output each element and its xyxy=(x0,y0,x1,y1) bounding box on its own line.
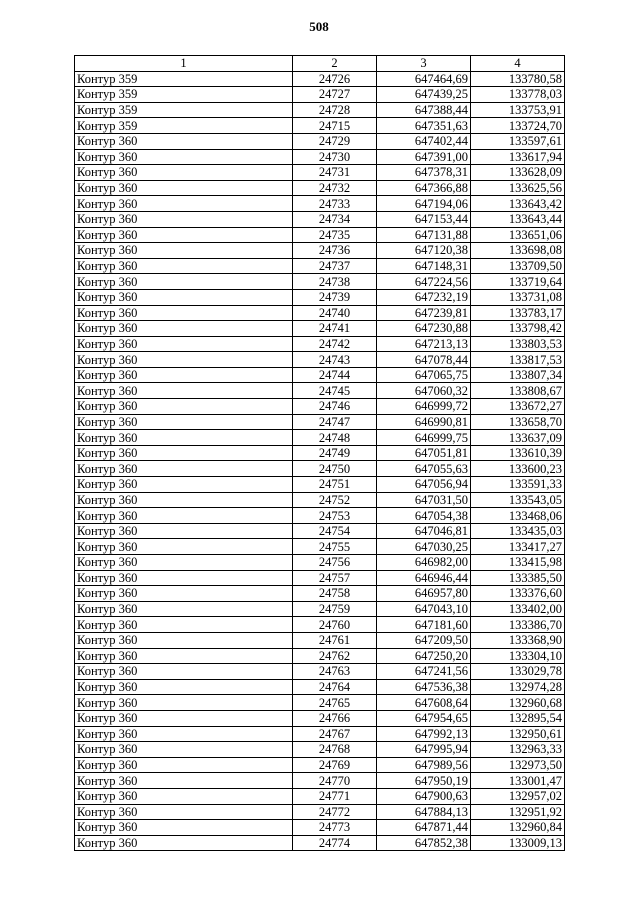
column-header-2: 2 xyxy=(293,56,377,72)
table-row xyxy=(75,87,565,103)
x-coordinate-cell: 646999,72 xyxy=(377,399,471,415)
y-coordinate-cell: 133817,53 xyxy=(471,352,565,368)
point-number-cell: 24738 xyxy=(293,274,377,290)
point-number-cell: 24751 xyxy=(293,477,377,493)
contour-name-cell: Контур 360 xyxy=(75,414,293,430)
x-coordinate-cell: 647250,20 xyxy=(377,648,471,664)
point-number-cell: 24749 xyxy=(293,445,377,461)
contour-name-cell: Контур 360 xyxy=(75,321,293,337)
contour-name-cell: Контур 360 xyxy=(75,274,293,290)
contour-name-cell: Контур 360 xyxy=(75,804,293,820)
x-coordinate-cell: 647950,19 xyxy=(377,773,471,789)
contour-name-cell: Контур 360 xyxy=(75,555,293,571)
point-number-cell: 24766 xyxy=(293,710,377,726)
contour-name-cell: Контур 360 xyxy=(75,617,293,633)
x-coordinate-cell: 647030,25 xyxy=(377,539,471,555)
x-coordinate-cell: 647213,13 xyxy=(377,336,471,352)
point-number-cell: 24774 xyxy=(293,835,377,851)
y-coordinate-cell: 132895,54 xyxy=(471,710,565,726)
table-row xyxy=(75,399,565,415)
point-number-cell: 24771 xyxy=(293,788,377,804)
y-coordinate-cell: 133719,64 xyxy=(471,274,565,290)
table-row xyxy=(75,289,565,305)
contour-name-cell: Контур 360 xyxy=(75,289,293,305)
contour-name-cell: Контур 359 xyxy=(75,71,293,87)
x-coordinate-cell: 647065,75 xyxy=(377,367,471,383)
point-number-cell: 24753 xyxy=(293,508,377,524)
x-coordinate-cell: 647439,25 xyxy=(377,87,471,103)
contour-name-cell: Контур 360 xyxy=(75,648,293,664)
table-row xyxy=(75,383,565,399)
column-header-3: 3 xyxy=(377,56,471,72)
point-number-cell: 24746 xyxy=(293,399,377,415)
y-coordinate-cell: 133009,13 xyxy=(471,835,565,851)
y-coordinate-cell: 133402,00 xyxy=(471,601,565,617)
contour-name-cell: Контур 360 xyxy=(75,165,293,181)
x-coordinate-cell: 647884,13 xyxy=(377,804,471,820)
contour-name-cell: Контур 360 xyxy=(75,586,293,602)
x-coordinate-cell: 647181,60 xyxy=(377,617,471,633)
y-coordinate-cell: 133385,50 xyxy=(471,570,565,586)
point-number-cell: 24761 xyxy=(293,632,377,648)
table-row xyxy=(75,445,565,461)
table-row xyxy=(75,149,565,165)
y-coordinate-cell: 133651,06 xyxy=(471,227,565,243)
table-header xyxy=(75,56,565,72)
x-coordinate-cell: 647900,63 xyxy=(377,788,471,804)
point-number-cell: 24732 xyxy=(293,180,377,196)
contour-name-cell: Контур 360 xyxy=(75,508,293,524)
contour-name-cell: Контур 360 xyxy=(75,180,293,196)
table-row xyxy=(75,367,565,383)
contour-name-cell: Контур 360 xyxy=(75,383,293,399)
x-coordinate-cell: 647989,56 xyxy=(377,757,471,773)
table-row xyxy=(75,679,565,695)
point-number-cell: 24760 xyxy=(293,617,377,633)
point-number-cell: 24769 xyxy=(293,757,377,773)
x-coordinate-cell: 647046,81 xyxy=(377,523,471,539)
point-number-cell: 24729 xyxy=(293,133,377,149)
column-header-4: 4 xyxy=(471,56,565,72)
y-coordinate-cell: 133468,06 xyxy=(471,508,565,524)
table-row xyxy=(75,180,565,196)
x-coordinate-cell: 647402,44 xyxy=(377,133,471,149)
x-coordinate-cell: 647232,19 xyxy=(377,289,471,305)
table-row xyxy=(75,165,565,181)
table-row xyxy=(75,196,565,212)
y-coordinate-cell: 133628,09 xyxy=(471,165,565,181)
table-row xyxy=(75,492,565,508)
x-coordinate-cell: 647056,94 xyxy=(377,477,471,493)
table-row xyxy=(75,243,565,259)
x-coordinate-cell: 647391,00 xyxy=(377,149,471,165)
point-number-cell: 24758 xyxy=(293,586,377,602)
y-coordinate-cell: 133780,58 xyxy=(471,71,565,87)
contour-name-cell: Контур 360 xyxy=(75,788,293,804)
x-coordinate-cell: 647148,31 xyxy=(377,258,471,274)
point-number-cell: 24755 xyxy=(293,539,377,555)
table-row xyxy=(75,648,565,664)
contour-name-cell: Контур 360 xyxy=(75,492,293,508)
x-coordinate-cell: 647239,81 xyxy=(377,305,471,321)
contour-name-cell: Контур 360 xyxy=(75,601,293,617)
column-header-1: 1 xyxy=(75,56,293,72)
contour-name-cell: Контур 359 xyxy=(75,102,293,118)
point-number-cell: 24733 xyxy=(293,196,377,212)
point-number-cell: 24747 xyxy=(293,414,377,430)
contour-name-cell: Контур 360 xyxy=(75,227,293,243)
contour-name-cell: Контур 359 xyxy=(75,87,293,103)
x-coordinate-cell: 647388,44 xyxy=(377,102,471,118)
table-row xyxy=(75,102,565,118)
x-coordinate-cell: 647992,13 xyxy=(377,726,471,742)
point-number-cell: 24754 xyxy=(293,523,377,539)
y-coordinate-cell: 133386,70 xyxy=(471,617,565,633)
contour-name-cell: Контур 360 xyxy=(75,430,293,446)
table-row xyxy=(75,414,565,430)
point-number-cell: 24750 xyxy=(293,461,377,477)
contour-name-cell: Контур 360 xyxy=(75,352,293,368)
contour-name-cell: Контур 360 xyxy=(75,243,293,259)
page-number: 508 xyxy=(309,19,329,34)
y-coordinate-cell: 133029,78 xyxy=(471,664,565,680)
x-coordinate-cell: 647351,63 xyxy=(377,118,471,134)
x-coordinate-cell: 646982,00 xyxy=(377,555,471,571)
x-coordinate-cell: 647060,32 xyxy=(377,383,471,399)
table-row xyxy=(75,788,565,804)
table-row xyxy=(75,695,565,711)
y-coordinate-cell: 133803,53 xyxy=(471,336,565,352)
contour-name-cell: Контур 360 xyxy=(75,726,293,742)
point-number-cell: 24742 xyxy=(293,336,377,352)
point-number-cell: 24741 xyxy=(293,321,377,337)
y-coordinate-cell: 133600,23 xyxy=(471,461,565,477)
point-number-cell: 24726 xyxy=(293,71,377,87)
y-coordinate-cell: 133304,10 xyxy=(471,648,565,664)
table-row xyxy=(75,274,565,290)
contour-name-cell: Контур 360 xyxy=(75,632,293,648)
x-coordinate-cell: 647230,88 xyxy=(377,321,471,337)
table-row xyxy=(75,321,565,337)
point-number-cell: 24727 xyxy=(293,87,377,103)
y-coordinate-cell: 133597,61 xyxy=(471,133,565,149)
point-number-cell: 24739 xyxy=(293,289,377,305)
table-row xyxy=(75,664,565,680)
y-coordinate-cell: 133376,60 xyxy=(471,586,565,602)
contour-name-cell: Контур 360 xyxy=(75,133,293,149)
x-coordinate-cell: 647852,38 xyxy=(377,835,471,851)
contour-name-cell: Контур 360 xyxy=(75,258,293,274)
table-row xyxy=(75,804,565,820)
contour-name-cell: Контур 360 xyxy=(75,695,293,711)
point-number-cell: 24752 xyxy=(293,492,377,508)
table-row xyxy=(75,508,565,524)
contour-name-cell: Контур 360 xyxy=(75,679,293,695)
y-coordinate-cell: 133625,56 xyxy=(471,180,565,196)
contour-name-cell: Контур 360 xyxy=(75,835,293,851)
y-coordinate-cell: 133731,08 xyxy=(471,289,565,305)
table-row xyxy=(75,773,565,789)
table-row xyxy=(75,617,565,633)
point-number-cell: 24715 xyxy=(293,118,377,134)
point-number-cell: 24745 xyxy=(293,383,377,399)
contour-name-cell: Контур 360 xyxy=(75,710,293,726)
contour-name-cell: Контур 360 xyxy=(75,196,293,212)
point-number-cell: 24772 xyxy=(293,804,377,820)
table-row xyxy=(75,477,565,493)
contour-name-cell: Контур 360 xyxy=(75,149,293,165)
y-coordinate-cell: 133543,05 xyxy=(471,492,565,508)
table-row xyxy=(75,336,565,352)
y-coordinate-cell: 133783,17 xyxy=(471,305,565,321)
x-coordinate-cell: 647871,44 xyxy=(377,820,471,836)
point-number-cell: 24759 xyxy=(293,601,377,617)
contour-name-cell: Контур 360 xyxy=(75,367,293,383)
y-coordinate-cell: 132960,84 xyxy=(471,820,565,836)
x-coordinate-cell: 647031,50 xyxy=(377,492,471,508)
point-number-cell: 24740 xyxy=(293,305,377,321)
x-coordinate-cell: 646957,80 xyxy=(377,586,471,602)
x-coordinate-cell: 647366,88 xyxy=(377,180,471,196)
y-coordinate-cell: 133808,67 xyxy=(471,383,565,399)
contour-name-cell: Контур 360 xyxy=(75,477,293,493)
table-row xyxy=(75,601,565,617)
y-coordinate-cell: 133798,42 xyxy=(471,321,565,337)
table-row xyxy=(75,430,565,446)
x-coordinate-cell: 647120,38 xyxy=(377,243,471,259)
x-coordinate-cell: 647131,88 xyxy=(377,227,471,243)
contour-name-cell: Контур 360 xyxy=(75,523,293,539)
y-coordinate-cell: 133610,39 xyxy=(471,445,565,461)
table-row xyxy=(75,227,565,243)
coordinates-table xyxy=(74,55,565,851)
table-row xyxy=(75,742,565,758)
table-row xyxy=(75,586,565,602)
y-coordinate-cell: 133709,50 xyxy=(471,258,565,274)
point-number-cell: 24736 xyxy=(293,243,377,259)
table-body xyxy=(75,71,565,851)
point-number-cell: 24735 xyxy=(293,227,377,243)
x-coordinate-cell: 647055,63 xyxy=(377,461,471,477)
x-coordinate-cell: 647378,31 xyxy=(377,165,471,181)
x-coordinate-cell: 647954,65 xyxy=(377,710,471,726)
point-number-cell: 24734 xyxy=(293,211,377,227)
table-row xyxy=(75,118,565,134)
table-row xyxy=(75,523,565,539)
y-coordinate-cell: 132950,61 xyxy=(471,726,565,742)
contour-name-cell: Контур 360 xyxy=(75,305,293,321)
contour-name-cell: Контур 360 xyxy=(75,757,293,773)
y-coordinate-cell: 133643,44 xyxy=(471,211,565,227)
y-coordinate-cell: 133753,91 xyxy=(471,102,565,118)
point-number-cell: 24765 xyxy=(293,695,377,711)
table-row xyxy=(75,211,565,227)
x-coordinate-cell: 647054,38 xyxy=(377,508,471,524)
point-number-cell: 24743 xyxy=(293,352,377,368)
y-coordinate-cell: 133368,90 xyxy=(471,632,565,648)
table-row xyxy=(75,726,565,742)
point-number-cell: 24773 xyxy=(293,820,377,836)
y-coordinate-cell: 133637,09 xyxy=(471,430,565,446)
table-row xyxy=(75,555,565,571)
point-number-cell: 24757 xyxy=(293,570,377,586)
point-number-cell: 24770 xyxy=(293,773,377,789)
x-coordinate-cell: 647536,38 xyxy=(377,679,471,695)
x-coordinate-cell: 647051,81 xyxy=(377,445,471,461)
x-coordinate-cell: 646946,44 xyxy=(377,570,471,586)
y-coordinate-cell: 132963,33 xyxy=(471,742,565,758)
header-row xyxy=(75,56,565,72)
contour-name-cell: Контур 360 xyxy=(75,399,293,415)
x-coordinate-cell: 647153,44 xyxy=(377,211,471,227)
contour-name-cell: Контур 360 xyxy=(75,570,293,586)
y-coordinate-cell: 133643,42 xyxy=(471,196,565,212)
point-number-cell: 24730 xyxy=(293,149,377,165)
x-coordinate-cell: 646990,81 xyxy=(377,414,471,430)
contour-name-cell: Контур 360 xyxy=(75,211,293,227)
table-row xyxy=(75,461,565,477)
x-coordinate-cell: 647464,69 xyxy=(377,71,471,87)
table-row xyxy=(75,835,565,851)
table-row xyxy=(75,710,565,726)
x-coordinate-cell: 647224,56 xyxy=(377,274,471,290)
contour-name-cell: Контур 360 xyxy=(75,445,293,461)
y-coordinate-cell: 133807,34 xyxy=(471,367,565,383)
x-coordinate-cell: 647241,56 xyxy=(377,664,471,680)
x-coordinate-cell: 647608,64 xyxy=(377,695,471,711)
table-row xyxy=(75,352,565,368)
y-coordinate-cell: 133658,70 xyxy=(471,414,565,430)
contour-name-cell: Контур 360 xyxy=(75,773,293,789)
y-coordinate-cell: 133698,08 xyxy=(471,243,565,259)
point-number-cell: 24763 xyxy=(293,664,377,680)
contour-name-cell: Контур 360 xyxy=(75,742,293,758)
table-row xyxy=(75,71,565,87)
point-number-cell: 24767 xyxy=(293,726,377,742)
point-number-cell: 24768 xyxy=(293,742,377,758)
y-coordinate-cell: 133778,03 xyxy=(471,87,565,103)
point-number-cell: 24728 xyxy=(293,102,377,118)
y-coordinate-cell: 133415,98 xyxy=(471,555,565,571)
contour-name-cell: Контур 360 xyxy=(75,539,293,555)
x-coordinate-cell: 647995,94 xyxy=(377,742,471,758)
y-coordinate-cell: 133672,27 xyxy=(471,399,565,415)
contour-name-cell: Контур 360 xyxy=(75,461,293,477)
x-coordinate-cell: 647194,06 xyxy=(377,196,471,212)
x-coordinate-cell: 646999,75 xyxy=(377,430,471,446)
y-coordinate-cell: 132957,02 xyxy=(471,788,565,804)
table-row xyxy=(75,305,565,321)
point-number-cell: 24744 xyxy=(293,367,377,383)
table-row xyxy=(75,539,565,555)
y-coordinate-cell: 133001,47 xyxy=(471,773,565,789)
y-coordinate-cell: 133591,33 xyxy=(471,477,565,493)
contour-name-cell: Контур 360 xyxy=(75,664,293,680)
y-coordinate-cell: 133617,94 xyxy=(471,149,565,165)
y-coordinate-cell: 133724,70 xyxy=(471,118,565,134)
y-coordinate-cell: 132960,68 xyxy=(471,695,565,711)
table-row xyxy=(75,757,565,773)
point-number-cell: 24762 xyxy=(293,648,377,664)
y-coordinate-cell: 133417,27 xyxy=(471,539,565,555)
x-coordinate-cell: 647078,44 xyxy=(377,352,471,368)
table-row xyxy=(75,258,565,274)
table-row xyxy=(75,133,565,149)
contour-name-cell: Контур 360 xyxy=(75,820,293,836)
point-number-cell: 24756 xyxy=(293,555,377,571)
table-row xyxy=(75,632,565,648)
y-coordinate-cell: 132951,92 xyxy=(471,804,565,820)
point-number-cell: 24748 xyxy=(293,430,377,446)
y-coordinate-cell: 132974,28 xyxy=(471,679,565,695)
x-coordinate-cell: 647043,10 xyxy=(377,601,471,617)
point-number-cell: 24737 xyxy=(293,258,377,274)
contour-name-cell: Контур 359 xyxy=(75,118,293,134)
y-coordinate-cell: 132973,50 xyxy=(471,757,565,773)
x-coordinate-cell: 647209,50 xyxy=(377,632,471,648)
contour-name-cell: Контур 360 xyxy=(75,336,293,352)
point-number-cell: 24764 xyxy=(293,679,377,695)
y-coordinate-cell: 133435,03 xyxy=(471,523,565,539)
table-row xyxy=(75,570,565,586)
point-number-cell: 24731 xyxy=(293,165,377,181)
table-row xyxy=(75,820,565,836)
